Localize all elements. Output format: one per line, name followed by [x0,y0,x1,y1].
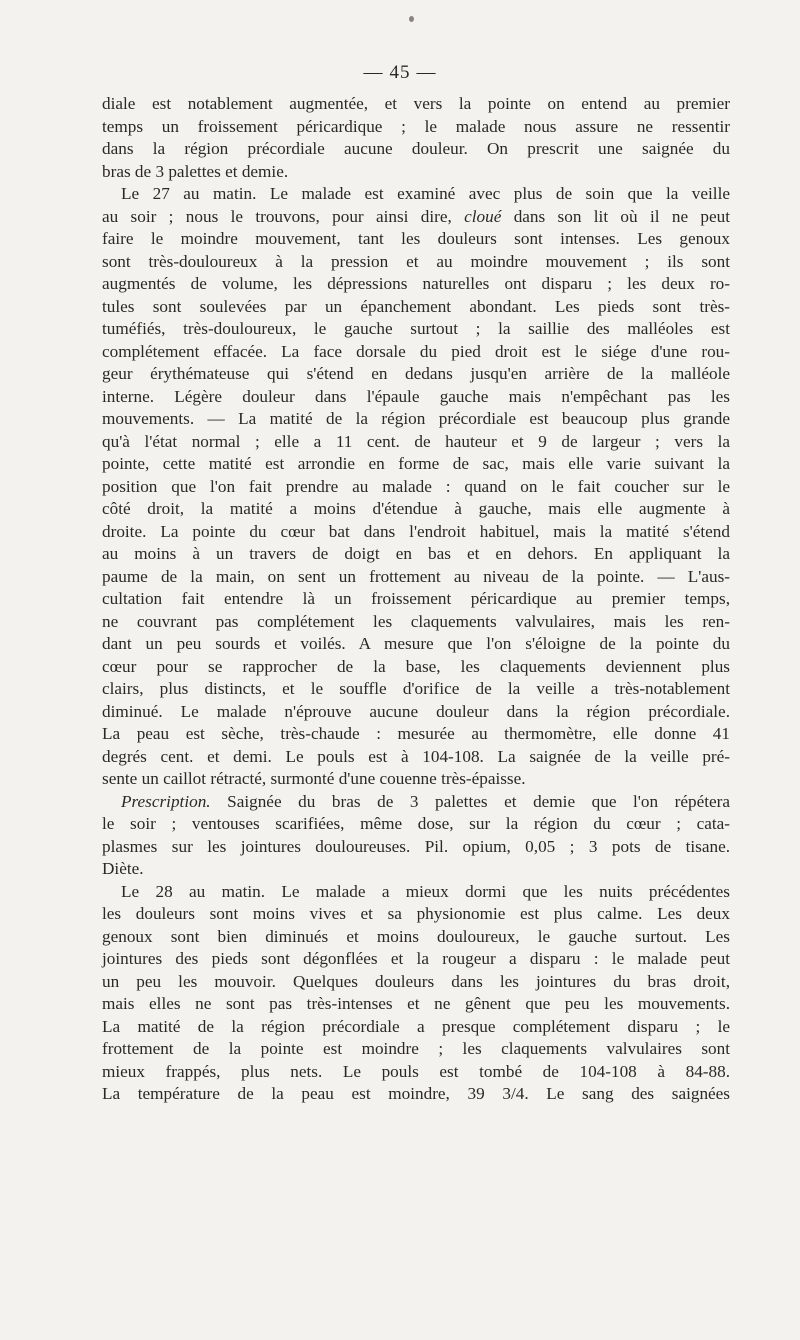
text-line: sont très-douloureux à la pression et au moindre mouvement ; ils sont [102,251,730,271]
text-line: un peu les mouvoir. Quelques douleurs dans les jointures du bras droit, [102,971,730,991]
text-line: diale est notablement augmentée, et vers la pointe on entend au premier [102,94,730,113]
italic-word: cloué [464,206,502,226]
text-line: côté droit, la matité a moins d'étendue à gauche, mais elle augmente à [102,499,730,518]
page-header: — 45 — [363,62,437,83]
text-line: cœur pour se rapprocher de la base, les claquements deviennent plus [102,656,730,676]
ink-speck [409,16,414,22]
text-line: frottement de la pointe est moindre ; les claquements valvulaires sont [102,1039,730,1058]
text-line: mouvements. — La matité de la région précordiale est beaucoup plus grande [102,409,730,428]
text-line: cultation fait entendre là un froissement péricardique au premier temps, [102,589,730,608]
text-line: geur érythémateuse qui s'étend en dedans jusqu'en arrière de la malléole [102,364,730,383]
text-line: droite. La pointe du cœur bat dans l'endroit habituel, mais la matité s'étend [102,521,730,541]
text-line: temps un froissement péricardique ; le malade nous assure ne ressentir [102,116,730,136]
text-line: clairs, plus distincts, et le souffle d'orifice de la veille a très-notablement [102,679,730,698]
text-line: ne couvrant pas complétement les claquements valvulaires, mais les ren- [102,611,730,631]
text-line: dans la région précordiale aucune douleur. On prescrit une saignée du [102,139,730,158]
text-line: mieux frappés, plus nets. Le pouls est tombé de 104-108 à 84-88. [102,1061,730,1081]
text-line: degrés cent. et demi. Le pouls est à 104-108. La saignée de la veille pré- [102,746,730,766]
text-line: position que l'on fait prendre au malade : quand on le fait coucher sur le [102,476,730,496]
text-line: les douleurs sont moins vives et sa physionomie est plus calme. Les deux [102,904,730,923]
text-line: interne. Légère douleur dans l'épaule gauche mais n'empêchant pas les [102,386,730,406]
text-line: mais elles ne sont pas très-intenses et ne gênent que peu les mouvements. [102,994,730,1013]
body-text [102,93,730,1106]
text-line: diminué. Le malade n'éprouve aucune douleur dans la région précordiale. [102,701,730,721]
text-line: complétement effacée. La face dorsale du pied droit est le siége d'une rou- [102,341,730,361]
italic-word: Prescription. [121,791,211,811]
text-line: Prescription. Saignée du bras de 3 palettes et demie que l'on répétera [121,791,730,811]
text-line: augmentés de volume, les dépressions naturelles ont disparu ; les deux ro- [102,274,730,293]
text-line: plasmes sur les jointures douloureuses. Pil. opium, 0,05 ; 3 pots de tisane. [102,836,730,856]
text-line: dant un peu sourds et voilés. A mesure que l'on s'éloigne de la pointe du [102,634,730,653]
text-line: tules sont soulevées par un épanchement abondant. Les pieds sont très- [102,296,730,316]
text-line: Le 27 au matin. Le malade est examiné avec plus de soin que la veille [121,184,730,203]
text-line: Diète. [102,859,144,878]
text-line: qu'à l'état normal ; elle a 11 cent. de hauteur et 9 de largeur ; vers la [102,431,730,451]
text-line: tuméfiés, très-douloureux, le gauche surtout ; la saillie des malléoles est [102,319,730,338]
text-line: genoux sont bien diminués et moins douloureux, le gauche surtout. Les [102,926,730,946]
text-line: au moins à un travers de doigt en bas et en dehors. En appliquant la [102,544,730,563]
text-line: La température de la peau est moindre, 39 3/4. Le sang des saignées [102,1084,730,1103]
text-line: paume de la main, on sent un frottement au niveau de la pointe. — L'aus- [102,566,730,586]
page-number: 45 [389,62,411,83]
text-line: jointures des pieds sont dégonflées et la rougeur a disparu : le malade peut [102,949,730,968]
text-line: faire le moindre mouvement, tant les douleurs sont intenses. Les genoux [102,229,730,248]
text-line: le soir ; ventouses scarifiées, même dose, sur la région du cœur ; cata- [102,814,730,833]
text-line: bras de 3 palettes et demie. [102,161,289,181]
text-line: sente un caillot rétracté, surmonté d'une couenne très-épaisse. [102,769,526,788]
text-line: La matité de la région précordiale a presque complétement disparu ; le [102,1016,730,1036]
text-line: La peau est sèche, très-chaude : mesurée au thermomètre, elle donne 41 [102,724,730,743]
text-line: au soir ; nous le trouvons, pour ainsi dire, cloué dans son lit où il ne peut [102,206,730,226]
text-line: Le 28 au matin. Le malade a mieux dormi que les nuits précédentes [121,881,730,901]
text-line: pointe, cette matité est arrondie en forme de sac, mais elle varie suivant la [102,454,730,473]
